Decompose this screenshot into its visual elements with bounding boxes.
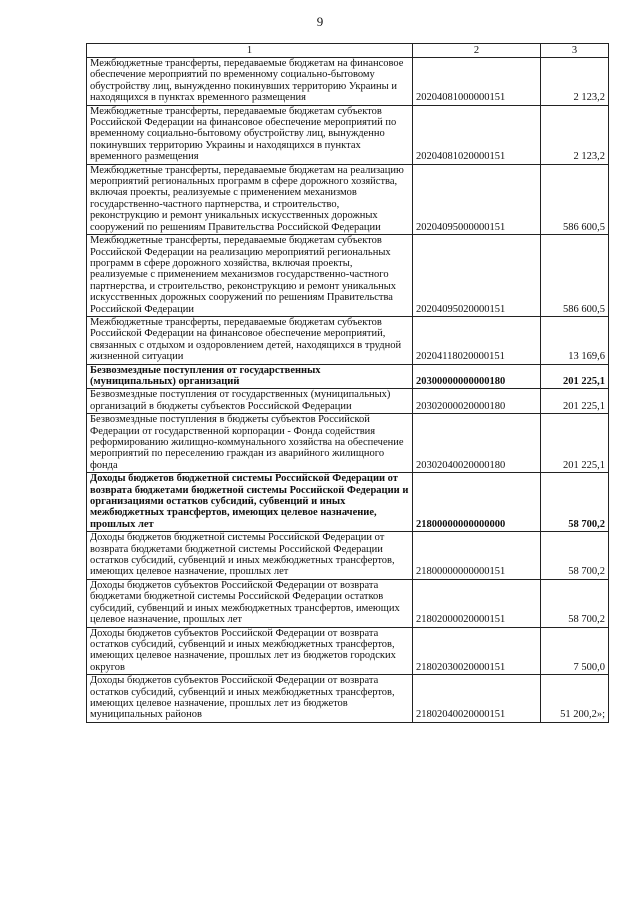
row-code-cell: 20204081020000151 [413, 105, 541, 164]
row-amount-cell: 51 200,2»; [541, 675, 609, 723]
row-code-cell: 21800000000000151 [413, 532, 541, 580]
row-code-cell: 20300000000000180 [413, 364, 541, 389]
row-name-cell: Безвозмездные поступления от государственных (муниципальных) организаций [87, 364, 413, 389]
table-body [87, 58, 609, 723]
row-amount-cell: 58 700,2 [541, 532, 609, 580]
row-name-cell: Доходы бюджетов бюджетной системы Российской Федерации от возврата бюджетами бюджетной системы Российской Федерации и организациями остатков субсидий, субвенций и иных межбюджетных трансфертов, имеющих целевое назначение, прошлых лет [87, 473, 413, 532]
table-row [87, 532, 609, 580]
row-amount-cell: 2 123,2 [541, 105, 609, 164]
table-row [87, 105, 609, 164]
row-amount-cell: 2 123,2 [541, 58, 609, 106]
row-code-cell: 20204081000000151 [413, 58, 541, 106]
row-amount-cell: 201 225,1 [541, 414, 609, 473]
table-row [87, 58, 609, 106]
table-row [87, 579, 609, 627]
table-header-row [87, 44, 609, 58]
row-name-cell: Межбюджетные трансферты, передаваемые бюджетам на реализацию мероприятий региональных программ в сфере дорожного хозяйства, включая проекты, реализуемые с применением механизмов государственно-частного партнерства, и строительство, реконструкцию и ремонт уникальных искусственных дорожных сооружений по решениям Правительства Российской Федерации [87, 164, 413, 234]
row-name-cell: Межбюджетные трансферты, передаваемые бюджетам на финансовое обеспечение мероприятий по временному социально-бытовому обустройству лиц, вынужденно покинувших территорию Украины и находящихся в пунктах временного размещения [87, 58, 413, 106]
row-code-cell: 21802000020000151 [413, 579, 541, 627]
column-header-2: 2 [413, 44, 541, 58]
row-name-cell: Безвозмездные поступления в бюджеты субъектов Российской Федерации от государственной корпорации - Фонда содействия реформированию жилищно-коммунального хозяйства на обеспечение мероприятий по переселению граждан из аварийного жилищного фонда [87, 414, 413, 473]
row-name-cell: Межбюджетные трансферты, передаваемые бюджетам субъектов Российской Федерации на реализацию мероприятий региональных программ в сфере дорожного хозяйства, включая проекты, реализуемые с применением механизмов государственно-частного партнерства, и строительство, реконструкцию и ремонт уникальных искусственных дорожных сооружений по решениям Правительства Российской Федерации [87, 235, 413, 317]
row-code-cell: 21802030020000151 [413, 627, 541, 675]
row-name-cell: Межбюджетные трансферты, передаваемые бюджетам субъектов Российской Федерации на финансовое обеспечение мероприятий по временному социально-бытовому обустройству лиц, вынужденно покинувших территорию Украины и находящихся в пунктах временного размещения [87, 105, 413, 164]
row-name-cell: Доходы бюджетов субъектов Российской Федерации от возврата остатков субсидий, субвенций и иных межбюджетных трансфертов, имеющих целевое назначение, прошлых лет из бюджетов муниципальных районов [87, 675, 413, 723]
row-amount-cell: 58 700,2 [541, 579, 609, 627]
row-code-cell: 20204095020000151 [413, 235, 541, 317]
table-row [87, 364, 609, 389]
row-name-cell: Доходы бюджетов бюджетной системы Российской Федерации от возврата бюджетами бюджетной системы Российской Федерации остатков субсидий, субвенций и иных межбюджетных трансфертов, имеющих целевое назначение, прошлых лет [87, 532, 413, 580]
row-code-cell: 20302040020000180 [413, 414, 541, 473]
table-row [87, 627, 609, 675]
row-amount-cell: 7 500,0 [541, 627, 609, 675]
row-name-cell: Безвозмездные поступления от государственных (муниципальных) организаций в бюджеты субъектов Российской Федерации [87, 389, 413, 414]
row-amount-cell: 201 225,1 [541, 364, 609, 389]
row-amount-cell: 201 225,1 [541, 389, 609, 414]
row-amount-cell: 586 600,5 [541, 164, 609, 234]
table-row [87, 164, 609, 234]
column-header-3: 3 [541, 44, 609, 58]
row-amount-cell: 58 700,2 [541, 473, 609, 532]
budget-revenue-table [86, 43, 609, 723]
table-row [87, 675, 609, 723]
table-row [87, 235, 609, 317]
row-code-cell: 20302000020000180 [413, 389, 541, 414]
row-code-cell: 20204118020000151 [413, 316, 541, 364]
page-number: 9 [316, 14, 324, 29]
row-code-cell: 20204095000000151 [413, 164, 541, 234]
row-amount-cell: 586 600,5 [541, 235, 609, 317]
row-name-cell: Доходы бюджетов субъектов Российской Федерации от возврата бюджетами бюджетной системы Российской Федерации остатков субсидий, субвенций и иных межбюджетных трансфертов, имеющих целевое назначение, прошлых лет [87, 579, 413, 627]
row-amount-cell: 13 169,6 [541, 316, 609, 364]
row-name-cell: Межбюджетные трансферты, передаваемые бюджетам субъектов Российской Федерации на финансовое обеспечение мероприятий, связанных с отдыхом и оздоровлением детей, находящихся в трудной жизненной ситуации [87, 316, 413, 364]
row-code-cell: 21802040020000151 [413, 675, 541, 723]
table-row [87, 316, 609, 364]
column-header-1: 1 [87, 44, 413, 58]
table-row [87, 473, 609, 532]
table-row [87, 389, 609, 414]
row-name-cell: Доходы бюджетов субъектов Российской Федерации от возврата остатков субсидий, субвенций и иных межбюджетных трансфертов, имеющих целевое назначение, прошлых лет из бюджетов городских округов [87, 627, 413, 675]
row-code-cell: 21800000000000000 [413, 473, 541, 532]
table-row [87, 414, 609, 473]
